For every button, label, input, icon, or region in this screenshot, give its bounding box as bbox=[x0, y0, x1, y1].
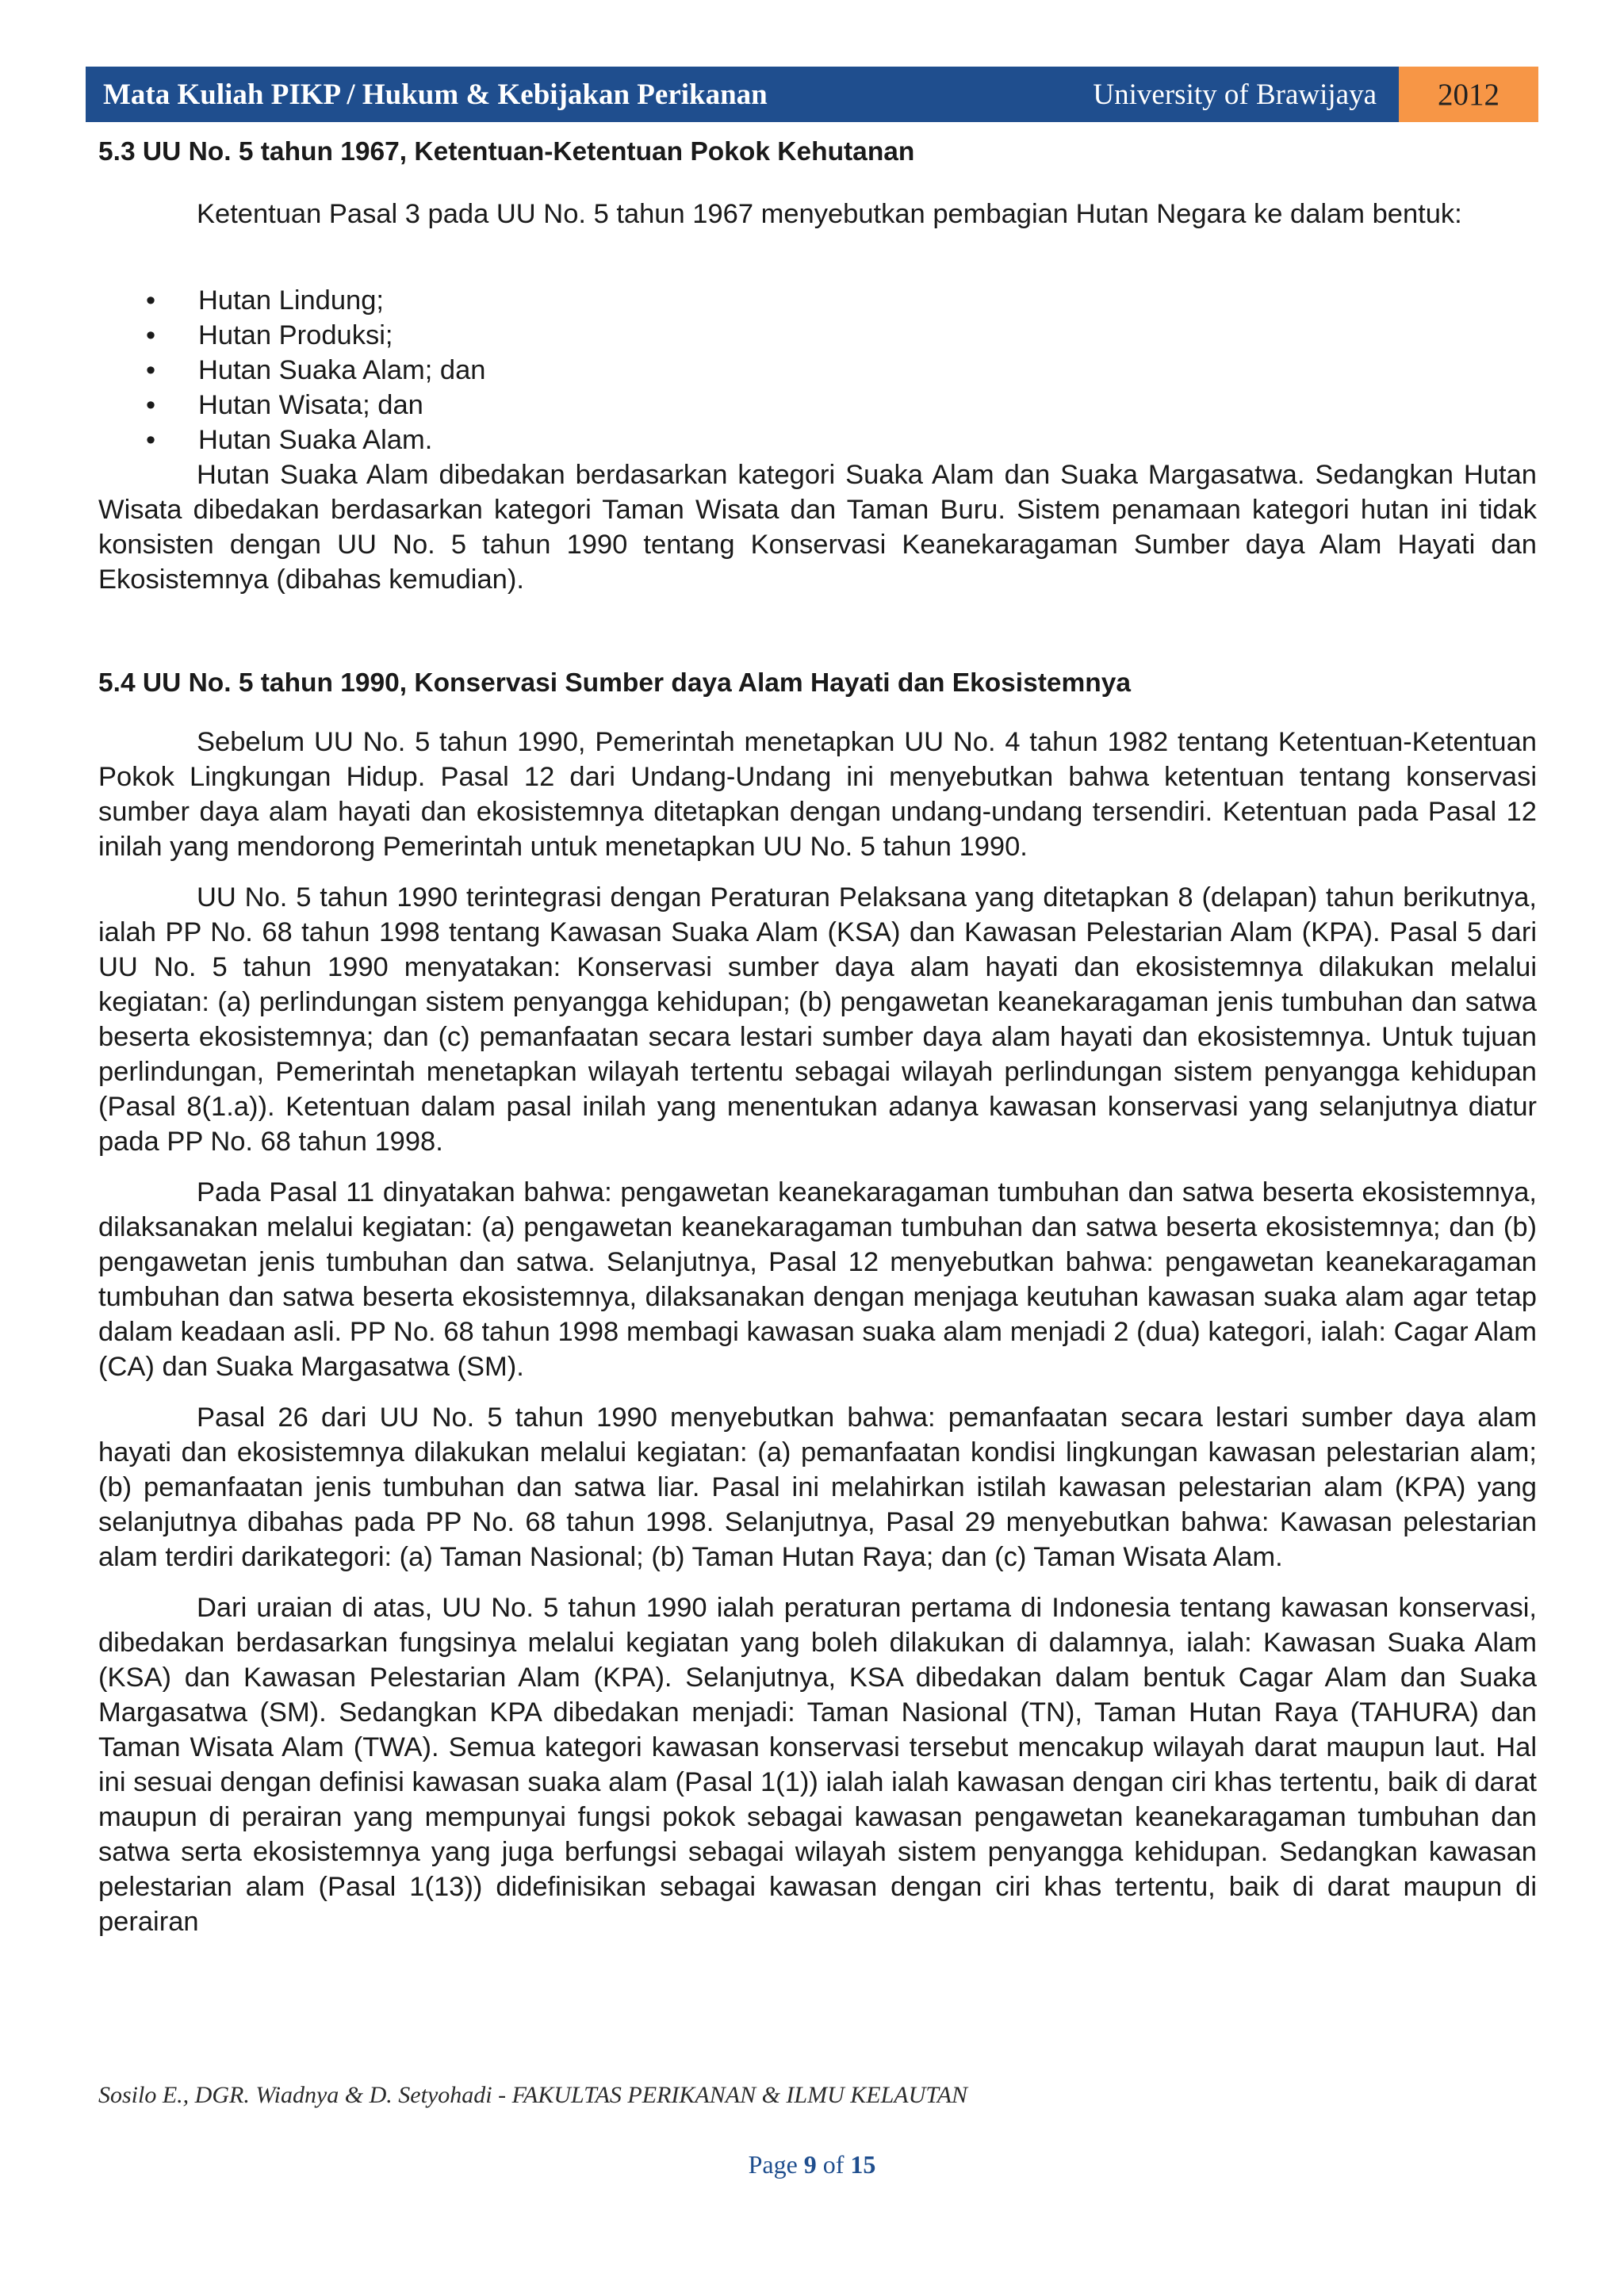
header-bar bbox=[86, 67, 1399, 122]
body-paragraph: Pada Pasal 11 dinyatakan bahwa: pengawetan keanekaragaman tumbuhan dan satwa beserta ekosistemnya, dilaksanakan melalui kegiatan: (a) pengawetan keanekaragaman tumbuhan dan satwa beserta ekosistemnya; dan (b) pengawetan jenis tumbuhan dan satwa. Selanjutnya, Pasal 12 menyebutkan bahwa: pengawetan keanekaragaman tumbuhan dan satwa beserta ekosistemnya, dilaksanakan dengan menjaga keutuhan kawasan suaka alam agar tetap dalam keadaan asli. PP No. 68 tahun 1998 membagi kawasan suaka alam menjadi 2 (dua) kategori, ialah: Cagar Alam (CA) dan Suaka Margasatwa (SM). bbox=[98, 1177, 1537, 1382]
bullet-icon: • bbox=[146, 390, 156, 420]
body-paragraph: UU No. 5 tahun 1990 terintegrasi dengan Peraturan Pelaksana yang ditetapkan 8 (delapan) tahun berikutnya, ialah PP No. 68 tahun 1998 tentang Kawasan Suaka Alam (KSA) dan Kawasan Pelestarian Alam (KPA). Pasal 5 dari UU No. 5 tahun 1990 menyatakan: Konservasi sumber daya alam hayati dan ekosistemnya dilakukan melalui kegiatan: (a) perlindungan sistem penyangga kehidupan; (b) pengawetan keanekaragaman jenis tumbuhan dan satwa beserta ekosistemnya; dan (c) pemanfaatan secara lestari sumber daya alam hayati dan ekosistemnya. Untuk tujuan perlindungan, Pemerintah menetapkan wilayah tertentu sebagai wilayah perlindungan sistem penyangga kehidupan (Pasal 8(1.a)). Ketentuan dalam pasal inilah yang menentukan adanya kawasan konservasi yang selanjutnya diatur pada PP No. 68 tahun 1998. bbox=[98, 882, 1537, 1157]
list-item: • Hutan Suaka Alam; dan bbox=[98, 353, 1446, 388]
intro-paragraph: Ketentuan Pasal 3 pada UU No. 5 tahun 1967 menyebutkan pembagian Hutan Negara ke dalam bentuk: bbox=[197, 199, 1462, 229]
bullet-icon: • bbox=[146, 425, 156, 455]
year-badge: 2012 bbox=[1399, 67, 1538, 122]
bullet-icon: • bbox=[146, 320, 156, 350]
list-item: • Hutan Suaka Alam. bbox=[98, 423, 1446, 457]
list-item: • Hutan Produksi; bbox=[98, 318, 1446, 353]
body-paragraph: Pasal 26 dari UU No. 5 tahun 1990 menyebutkan bahwa: pemanfaatan secara lestari sumber daya alam hayati dan ekosistemnya dilakukan melalui kegiatan: (a) pemanfaatan kondisi lingkungan kawasan pelestarian alam; (b) pemanfaatan jenis tumbuhan dan satwa liar. Pasal ini melahirkan istilah kawasan pelestarian alam (KPA) yang selanjutnya dibahas pada PP No. 68 tahun 1998. Selanjutnya, Pasal 29 menyebutkan bahwa: Kawasan pelestarian alam terdiri darikategori: (a) Taman Nasional; (b) Taman Hutan Raya; dan (c) Taman Wisata Alam. bbox=[98, 1402, 1537, 1572]
course-title: Mata Kuliah PIKP / Hukum & Kebijakan Perikanan bbox=[103, 78, 768, 111]
page-current: 9 bbox=[803, 2150, 817, 2179]
university-name: University of Brawijaya bbox=[1093, 78, 1377, 111]
list-item: • Hutan Wisata; dan bbox=[98, 388, 1446, 423]
footer-authors: Sosilo E., DGR. Wiadnya & D. Setyohadi - FAKULTAS PERIKANAN & ILMU KELAUTAN bbox=[98, 2082, 968, 2108]
body-paragraph: Dari uraian di atas, UU No. 5 tahun 1990 ialah peraturan pertama di Indonesia tentang kawasan konservasi, dibedakan berdasarkan fungsinya melalui kegiatan yang boleh dilakukan di dalamnya, ialah: Kawasan Suaka Alam (KSA) dan Kawasan Pelestarian Alam (KPA). Selanjutnya, KSA dibedakan dalam bentuk Cagar Alam dan Suaka Margasatwa (SM). Sedangkan KPA dibedakan menjadi: Taman Nasional (TN), Taman Hutan Raya (TAHURA) dan Taman Wisata Alam (TWA). Semua kategori kawasan konservasi tersebut mencakup wilayah darat maupun laut. Hal ini sesuai dengan definisi kawasan suaka alam (Pasal 1(1)) ialah ialah kawasan dengan ciri khas tertentu, baik di darat maupun di perairan yang mempunyai fungsi pokok sebagai kawasan pengawetan keanekaragaman tumbuhan dan satwa serta ekosistemnya yang juga berfungsi sebagai wilayah sistem penyangga kehidupan. Sedangkan kawasan pelestarian alam (Pasal 1(13)) didefinisikan sebagai kawasan dengan ciri khas tertentu, baik di darat maupun di perairan bbox=[98, 1593, 1537, 1937]
forest-type-list bbox=[98, 283, 1446, 457]
page-number bbox=[0, 2150, 1624, 2179]
page-prefix: Page bbox=[748, 2150, 798, 2179]
list-item: • Hutan Lindung; bbox=[98, 283, 1446, 318]
page-total: 15 bbox=[850, 2150, 876, 2179]
bullet-icon: • bbox=[146, 355, 156, 385]
section-5-3-closing bbox=[98, 457, 1537, 597]
page-header bbox=[86, 67, 1538, 122]
section-heading-5-3: 5.3 UU No. 5 tahun 1967, Ketentuan-Ketentuan Pokok Kehutanan bbox=[98, 137, 915, 166]
section-5-4-body bbox=[98, 725, 1537, 1939]
bullet-icon: • bbox=[146, 285, 156, 316]
body-paragraph: Sebelum UU No. 5 tahun 1990, Pemerintah menetapkan UU No. 4 tahun 1982 tentang Ketentuan-Ketentuan Pokok Lingkungan Hidup. Pasal 12 dari Undang-Undang ini menyebutkan bahwa ketentuan tentang konservasi sumber daya alam hayati dan ekosistemnya ditetapkan dengan undang-undang tersendiri. Ketentuan pada Pasal 12 inilah yang mendorong Pemerintah untuk menetapkan UU No. 5 tahun 1990. bbox=[98, 727, 1537, 862]
section-heading-5-4: 5.4 UU No. 5 tahun 1990, Konservasi Sumber daya Alam Hayati dan Ekosistemnya bbox=[98, 668, 1132, 698]
closing-paragraph: Hutan Suaka Alam dibedakan berdasarkan kategori Suaka Alam dan Suaka Margasatwa. Sedangkan Hutan Wisata dibedakan berdasarkan kategori Taman Wisata dan Taman Buru. Sistem penamaan kategori hutan ini tidak konsisten dengan UU No. 5 tahun 1990 tentang Konservasi Keanekaragaman Sumber daya Alam Hayati dan Ekosistemnya (dibahas kemudian). bbox=[98, 460, 1537, 595]
section-5-3-intro bbox=[98, 197, 1537, 232]
page-of: of bbox=[822, 2150, 845, 2179]
